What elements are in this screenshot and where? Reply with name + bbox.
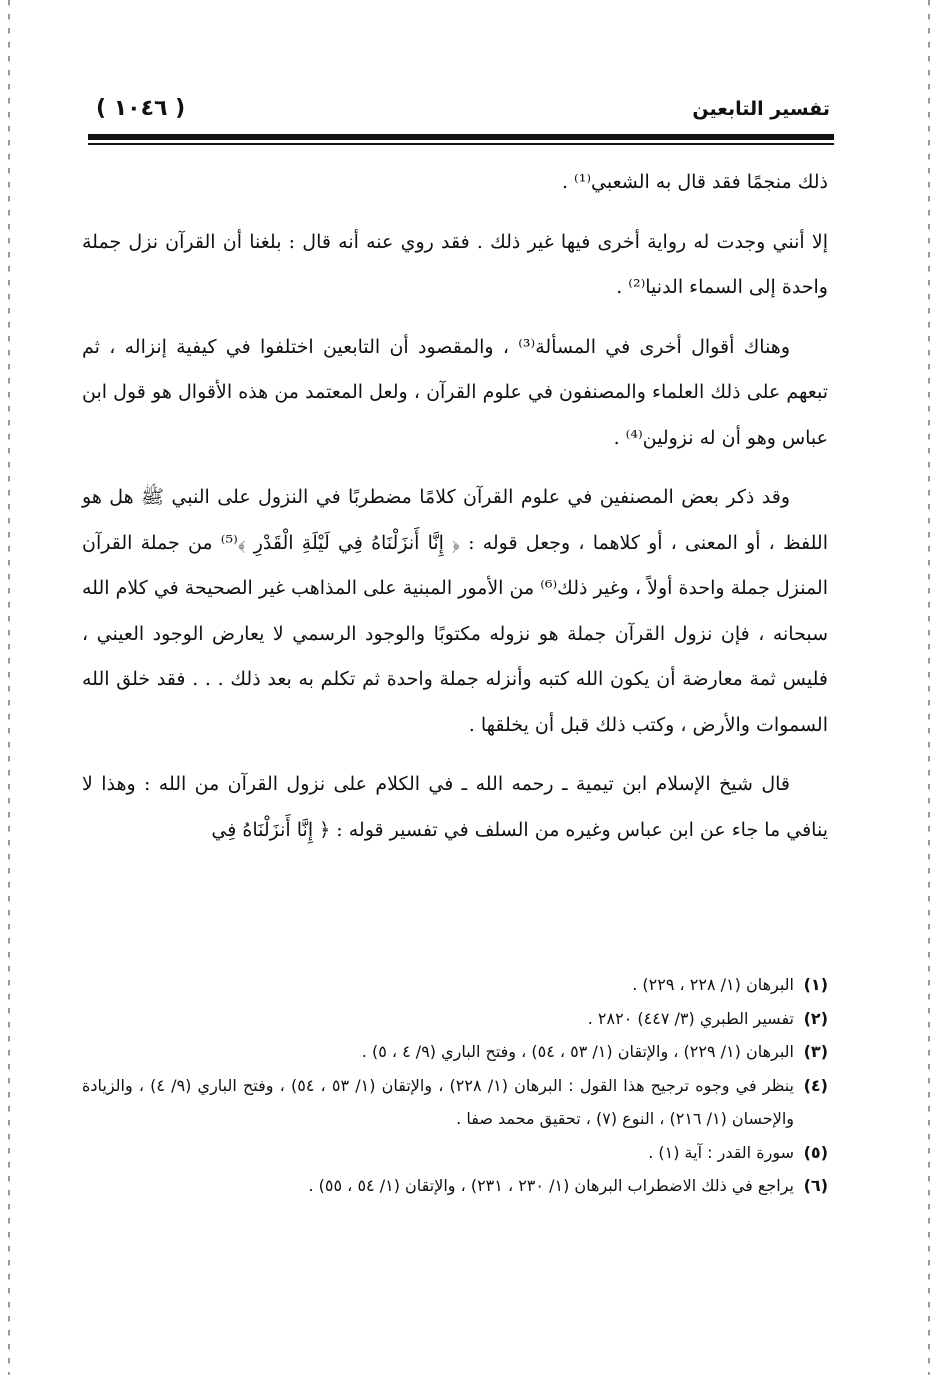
footnote-text: البرهان (١/ ٢٢٨ ، ٢٢٩) . bbox=[632, 975, 794, 994]
footnote bbox=[82, 1169, 828, 1203]
page-header bbox=[88, 96, 832, 130]
scan-edge-right bbox=[928, 0, 930, 1375]
header-rule-thick bbox=[88, 134, 834, 140]
paragraph: قال شيخ الإسلام ابن تيمية ـ رحمه الله ـ في الكلام على نزول القرآن من الله : وهذا لا ينافي ما جاء عن ابن عباس وغيره من السلف في تفسير قوله : ﴿ إِنَّا أَنزَلْنَاهُ فِي bbox=[82, 773, 828, 841]
footnote-number: (٤) bbox=[803, 1075, 828, 1095]
footnote-number: (٢) bbox=[803, 1008, 828, 1028]
footnote bbox=[82, 968, 828, 1002]
paragraph: ذلك منجمًا فقد قال به الشعبي⁽¹⁾ . bbox=[561, 171, 828, 193]
header-rule-thin bbox=[88, 143, 834, 145]
footnote-text: البرهان (١/ ٢٢٩) ، والإتقان (١/ ٥٣ ، ٥٤) ، وفتح الباري (٩/ ٤ ، ٥) . bbox=[361, 1042, 794, 1061]
footnote-number: (١) bbox=[803, 975, 828, 994]
footnote-number: (٦) bbox=[803, 1176, 828, 1195]
footnote-text: ينظر في وجوه ترجيح هذا القول : البرهان (١/ ٢٢٨) ، والإتقان (١/ ٥٣ ، ٥٤) ، وفتح الباري (٩/ ٤) ، والزيادة والإحسان (١/ ٢١٦) ، النوع (٧) ، تحقيق محمد صفا . bbox=[82, 1075, 794, 1128]
footnote-text: يراجع في ذلك الاضطراب البرهان (١/ ٢٣٠ ، ٢٣١) ، والإتقان (١/ ٥٤ ، ٥٥) . bbox=[308, 1176, 794, 1195]
page-number: ( ١٠٤٦ ) bbox=[96, 96, 186, 121]
footnote-text: تفسير الطبري (٣/ ٤٤٧) ٢٨٢٠ . bbox=[587, 1008, 794, 1028]
paragraph: وقد ذكر بعض المصنفين في علوم القرآن كلامًا مضطربًا في النزول على النبي ﷺ هل هو اللفظ ، أو المعنى ، أو كلاهما ، وجعل قوله : ﴿ إِنَّا أَنزَلْنَاهُ فِي لَيْلَةِ الْقَدْرِ ﴾⁽⁵⁾ من جملة القرآن المنزل جملة واحدة أولاً ، وغير ذلك⁽⁶⁾ من الأمور المبنية على المذاهب غير الصحيحة في كلام الله سبحانه ، فإن نزول القرآن جملة هو نزوله مكتوبًا والوجود الرسمي لا يعارض الوجود العيني ، فليس ثمة معارضة أن يكون الله كتبه وأنزله جملة واحدة ثم تكلم به بعد ذلك . . . فقد خلق الله السموات والأرض ، وكتب ذلك قبل أن يخلقها . bbox=[82, 486, 828, 736]
footnote-number: (٥) bbox=[803, 1142, 828, 1162]
paragraph: وهناك أقوال أخرى في المسألة⁽³⁾ ، والمقصود أن التابعين اختلفوا في كيفية إنزاله ، ثم تبعهم على ذلك العلماء والمصنفون في علوم القرآن ، ولعل المعتمد من هذه الأقوال هو قول ابن عباس وهو أن له نزولين⁽⁴⁾ . bbox=[82, 335, 828, 449]
footnotes bbox=[82, 968, 828, 1203]
scan-edge-left bbox=[8, 0, 10, 1375]
footnote bbox=[82, 1069, 828, 1136]
footnote bbox=[82, 1136, 828, 1170]
running-title: تفسير التابعين bbox=[692, 98, 830, 120]
footnote-text: سورة القدر : آية (١) . bbox=[648, 1142, 794, 1162]
footnote bbox=[82, 1035, 828, 1069]
footnote bbox=[82, 1002, 828, 1036]
main-text bbox=[82, 160, 828, 867]
footnote-number: (٣) bbox=[803, 1042, 828, 1061]
paragraph: إلا أنني وجدت له رواية أخرى فيها غير ذلك . فقد روي عنه أنه قال : بلغنا أن القرآن نزل جملة واحدة إلى السماء الدنيا⁽²⁾ . bbox=[82, 230, 828, 298]
